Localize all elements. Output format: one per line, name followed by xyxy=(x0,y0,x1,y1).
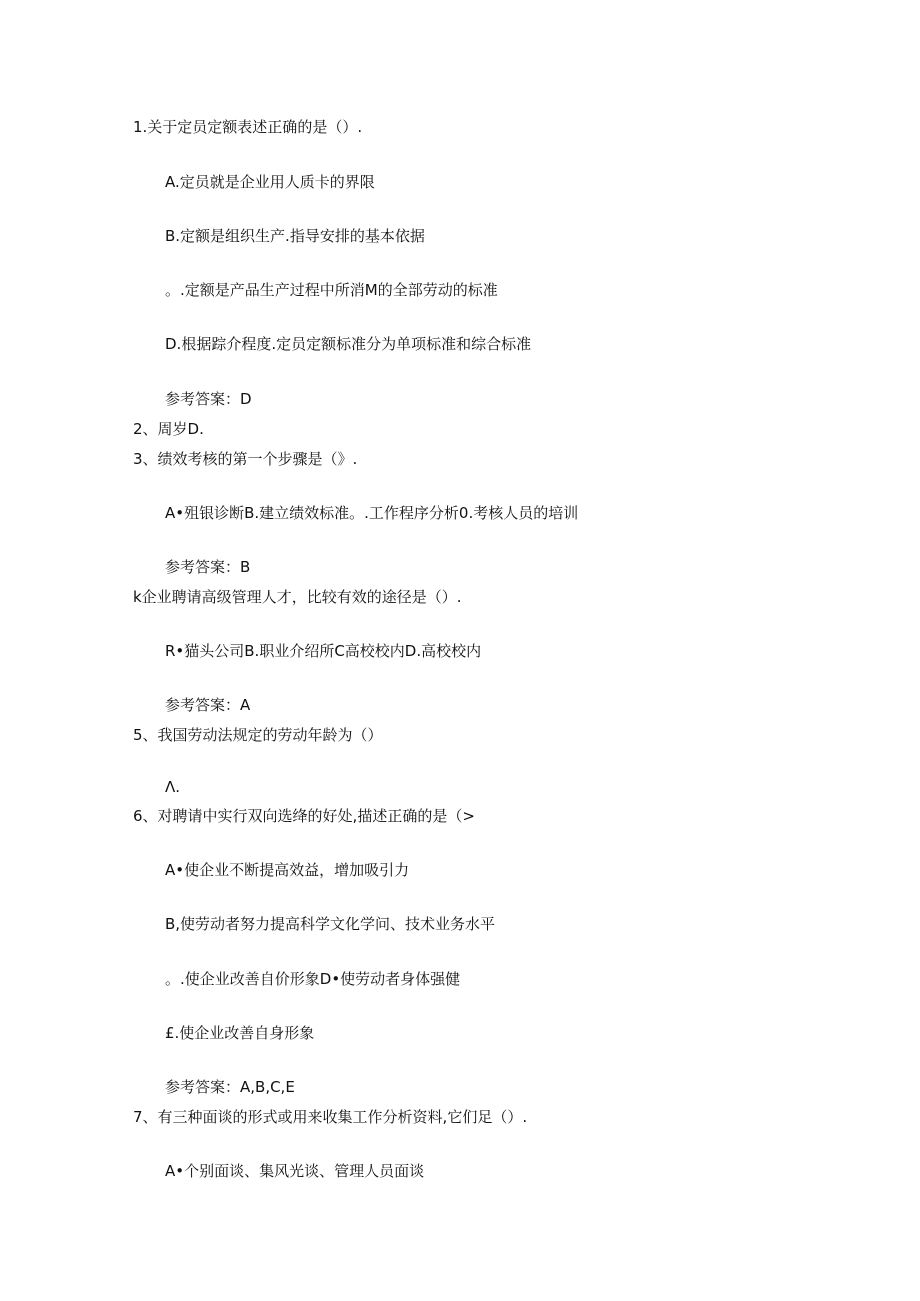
question-5: 5、我国劳动法规定的劳动年龄为（） xyxy=(133,726,383,744)
question-1-option-b: B.定额是组织生产.指导安排的基本依据 xyxy=(165,227,425,245)
question-3: 3、绩效考核的第一个步骤是（》. xyxy=(133,450,358,468)
question-1-answer: 参考答案：D xyxy=(165,390,252,408)
question-6-answer: 参考答案：A,B,C,E xyxy=(165,1078,295,1096)
question-1-option-a: A.定员就是企业用人质卡的界限 xyxy=(165,173,375,191)
question-6-option-b: B,使劳动者努力提高科学文化学问、技术业务水平 xyxy=(165,915,496,933)
question-1: 1.关于定员定额表述正确的是（）. xyxy=(133,118,363,136)
question-4-options: R•猫头公司B.职业介绍所C高校校内D.高校校内 xyxy=(165,642,482,660)
question-6-option-e: £.使企业改善自身形象 xyxy=(165,1024,315,1042)
question-1-option-d: D.根据踪介程度.定员定额标准分为单项标准和综合标准 xyxy=(165,335,532,353)
question-6: 6、对聘请中实行双向选绛的好处,描述正确的是（> xyxy=(133,807,475,825)
question-7: 7、有三种面谈的形式或用来收集工作分析资料,它们足（）. xyxy=(133,1108,528,1126)
question-3-options: A•殂银诊断B.建立绩效标准。.工作程序分析0.考核人员的培训 xyxy=(165,504,579,522)
question-7-option-a: A•个别面谈、集风光谈、管理人员面谈 xyxy=(165,1162,425,1180)
question-2: 2、周岁D. xyxy=(133,420,204,438)
question-5-option-a: Λ. xyxy=(165,778,181,796)
question-4-answer: 参考答案：A xyxy=(165,696,251,714)
question-4: k企业聘请高级管理人才，比较有效的途径是（）. xyxy=(133,588,462,606)
question-1-option-c: 。.定额是产品生产过程中所消M的全部劳动的标准 xyxy=(165,281,498,299)
question-6-option-cd: 。.使企业改善自价形象D•使劳动者身体强健 xyxy=(165,970,461,988)
question-6-option-a: A•使企业不断提高效益，增加吸引力 xyxy=(165,861,410,879)
question-3-answer: 参考答案：B xyxy=(165,558,251,576)
